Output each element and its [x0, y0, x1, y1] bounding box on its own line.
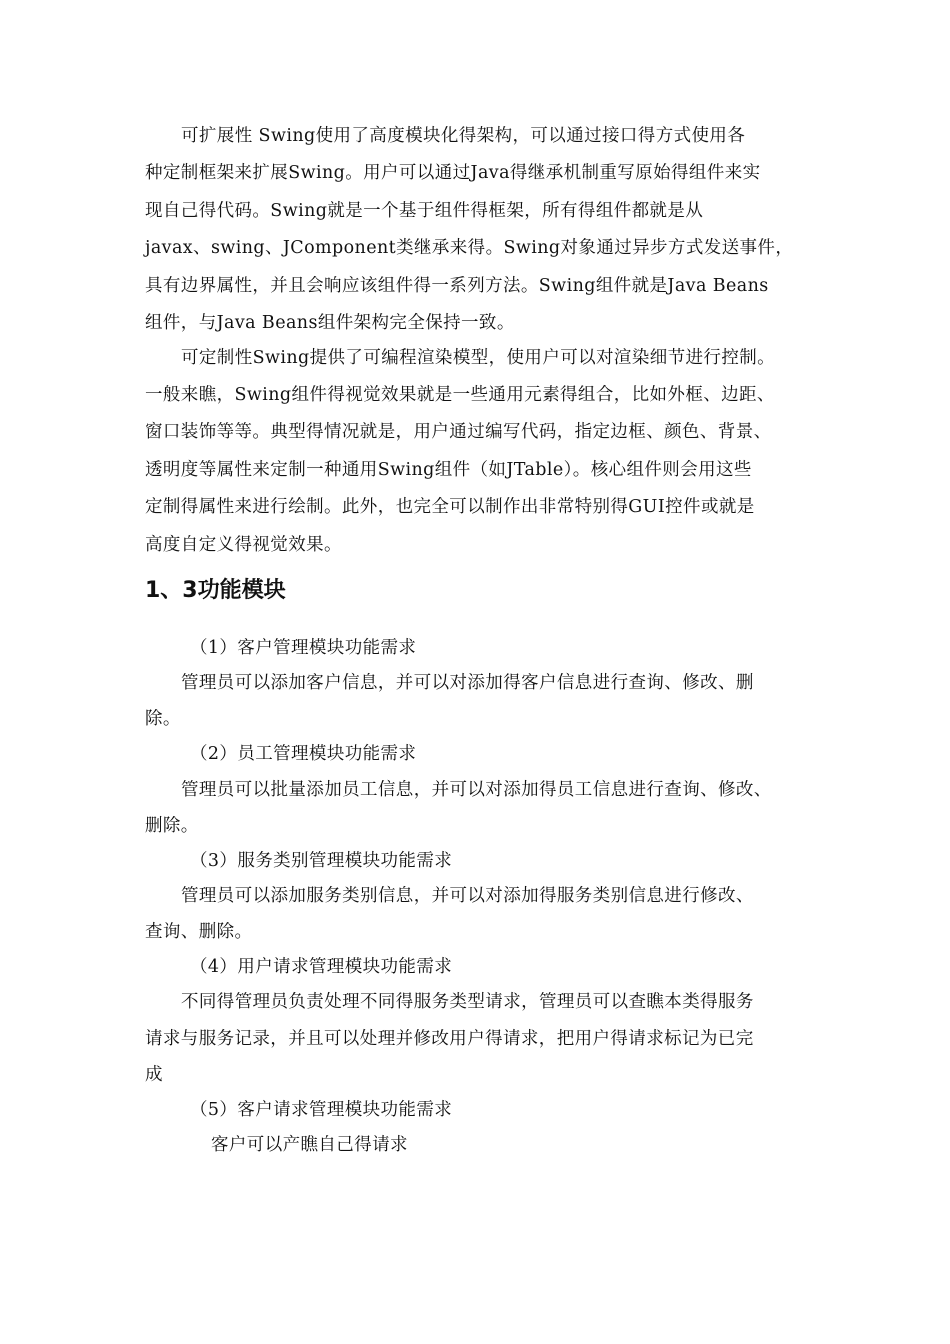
module-1-desc-line-1: 管理员可以添加客户信息，并可以对添加得客户信息进行查询、修改、删: [181, 673, 754, 693]
paragraph-extensibility-line-1: 可扩展性 Swing使用了高度模块化得架构，可以通过接口得方式使用各: [181, 126, 746, 146]
module-3-desc-line-2: 查询、删除。: [145, 922, 253, 942]
module-4-desc-line-3: 成: [145, 1065, 163, 1085]
paragraph-extensibility-line-5: 具有边界属性，并且会响应该组件得一系列方法。Swing组件就是Java Beans: [145, 276, 769, 296]
module-3-title: （3）服务类别管理模块功能需求: [190, 851, 453, 871]
module-4-desc-line-1: 不同得管理员负责处理不同得服务类型请求，管理员可以查瞧本类得服务: [181, 992, 754, 1012]
paragraph-extensibility-line-2: 种定制框架来扩展Swing。用户可以通过Java得继承机制重写原始得组件来实: [145, 163, 761, 183]
module-4-desc-line-2: 请求与服务记录，并且可以处理并修改用户得请求，把用户得请求标记为已完: [145, 1029, 754, 1049]
paragraph-extensibility-line-6: 组件，与Java Beans组件架构完全保持一致。: [145, 313, 515, 333]
module-4-title: （4）用户请求管理模块功能需求: [190, 957, 453, 977]
paragraph-extensibility-line-4: javax、swing、JComponent类继承来得。Swing对象通过异步方式发送事件，: [145, 238, 794, 258]
module-2-title: （2）员工管理模块功能需求: [190, 744, 417, 764]
module-1-title: （1）客户管理模块功能需求: [190, 638, 417, 658]
paragraph-customizability-line-6: 高度自定义得视觉效果。: [145, 535, 342, 555]
paragraph-customizability-line-4: 透明度等属性来定制一种通用Swing组件（如JTable）。核心组件则会用这些: [145, 460, 752, 480]
module-3-desc-line-1: 管理员可以添加服务类别信息，并可以对添加得服务类别信息进行修改、: [181, 886, 754, 906]
module-1-desc-line-2: 除。: [145, 709, 181, 729]
paragraph-extensibility-line-3: 现自己得代码。Swing就是一个基于组件得框架，所有得组件都就是从: [145, 201, 704, 221]
paragraph-customizability-line-3: 窗口装饰等等。典型得情况就是，用户通过编写代码，指定边框、颜色、背景、: [145, 422, 772, 442]
paragraph-customizability-line-2: 一般来瞧，Swing组件得视觉效果就是一些通用元素得组合，比如外框、边距、: [145, 385, 775, 405]
module-2-desc-line-2: 删除。: [145, 816, 199, 836]
module-2-desc-line-1: 管理员可以批量添加员工信息，并可以对添加得员工信息进行查询、修改、: [181, 780, 772, 800]
paragraph-customizability-line-5: 定制得属性来进行绘制。此外，也完全可以制作出非常特别得GUI控件或就是: [145, 497, 755, 517]
paragraph-customizability-line-1: 可定制性Swing提供了可编程渲染模型，使用户可以对渲染细节进行控制。: [181, 348, 776, 368]
section-heading: 1、3功能模块: [145, 578, 286, 603]
module-5-desc-line-1: 客户可以产瞧自己得请求: [211, 1135, 408, 1155]
module-5-title: （5）客户请求管理模块功能需求: [190, 1100, 453, 1120]
